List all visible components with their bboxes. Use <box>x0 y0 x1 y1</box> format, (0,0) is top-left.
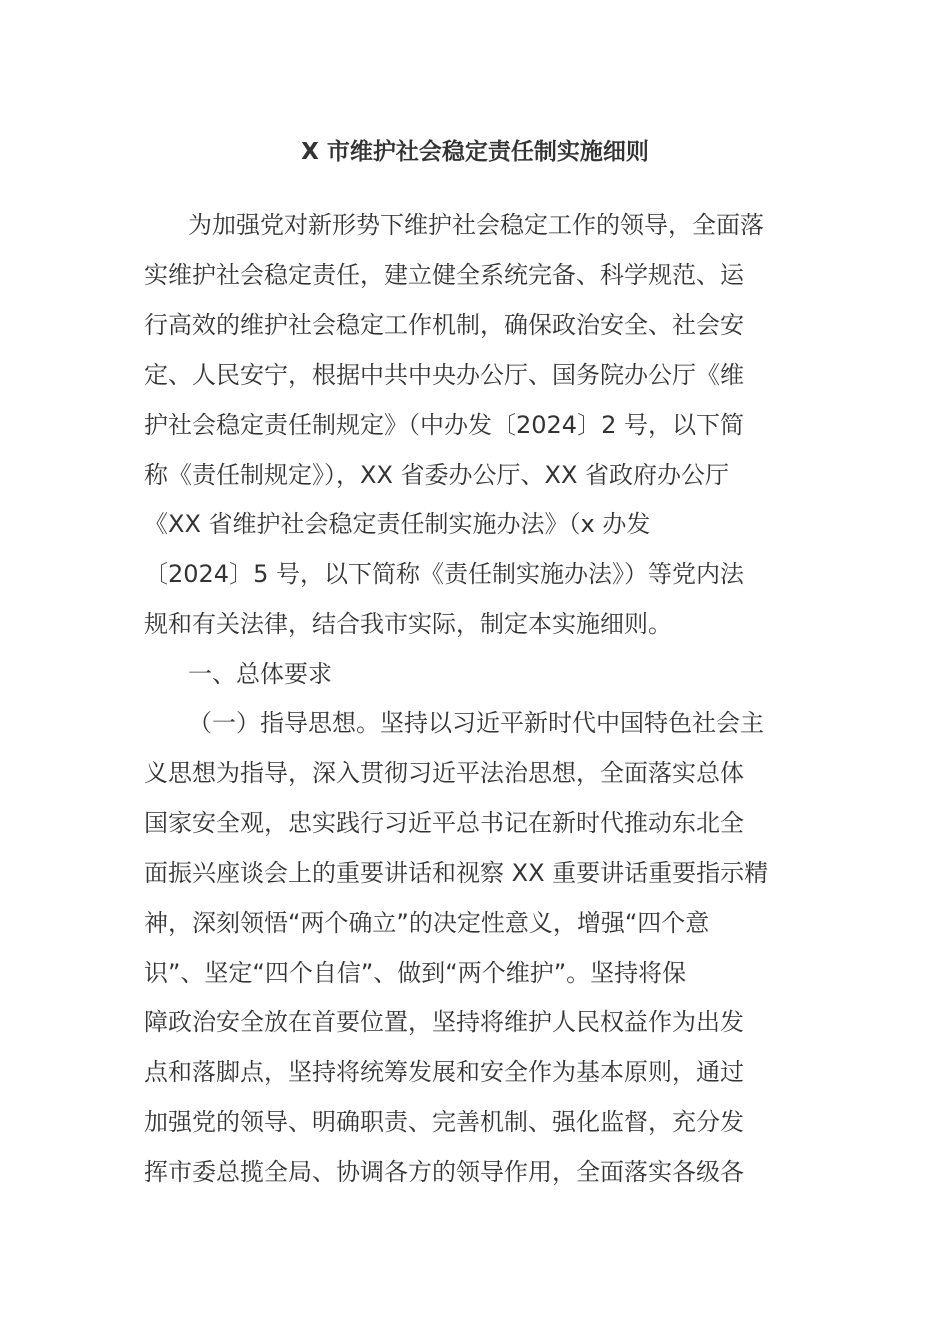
paragraph-line: 点和落脚点，坚持将统筹发展和安全作为基本原则，通过 <box>144 1058 744 1086</box>
paragraph-line: （一）指导思想。坚持以习近平新时代中国特色社会主 <box>188 709 764 737</box>
paragraph-line: 识”、坚定“四个自信”、做到“两个维护”。坚持将保 <box>144 959 687 987</box>
paragraph-line: 障政治安全放在首要位置，坚持将维护人民权益作为出发 <box>144 1008 744 1036</box>
paragraph-line: 面振兴座谈会上的重要讲话和视察 XX 重要讲话重要指示精 <box>144 859 769 887</box>
document-title: X 市维护社会稳定责任制实施细则 <box>301 139 649 165</box>
paragraph-line: 〔2024〕5 号，以下简称《责任制实施办法》）等党内法 <box>144 560 744 588</box>
paragraph-line: 为加强党对新形势下维护社会稳定工作的领导，全面落 <box>188 211 764 239</box>
paragraph-line: 义思想为指导，深入贯彻习近平法治思想，全面落实总体 <box>144 759 744 787</box>
paragraph-line: 神，深刻领悟“两个确立”的决定性意义，增强“四个意 <box>144 909 710 937</box>
paragraph-line: 护社会稳定责任制规定》（中办发〔2024〕2 号，以下简 <box>144 411 744 439</box>
paragraph-line: 实维护社会稳定责任，建立健全系统完备、科学规范、运 <box>144 261 744 289</box>
paragraph-line: 挥市委总揽全局、协调各方的领导作用，全面落实各级各 <box>144 1158 744 1186</box>
paragraph-line: 国家安全观，忠实践行习近平总书记在新时代推动东北全 <box>144 809 744 837</box>
paragraph-line: 称《责任制规定》），XX 省委办公厅、XX 省政府办公厅 <box>144 461 730 489</box>
section-heading: 一、总体要求 <box>188 660 332 688</box>
paragraph-line: 定、人民安宁，根据中共中央办公厅、国务院办公厅《维 <box>144 361 744 389</box>
paragraph-line: 规和有关法律，结合我市实际，制定本实施细则。 <box>144 610 672 638</box>
paragraph-line: 《XX 省维护社会稳定责任制实施办法》（x 办发 <box>144 510 651 538</box>
paragraph-line: 加强党的领导、明确职责、完善机制、强化监督，充分发 <box>144 1108 744 1136</box>
paragraph-line: 行高效的维护社会稳定工作机制，确保政治安全、社会安 <box>144 311 744 339</box>
